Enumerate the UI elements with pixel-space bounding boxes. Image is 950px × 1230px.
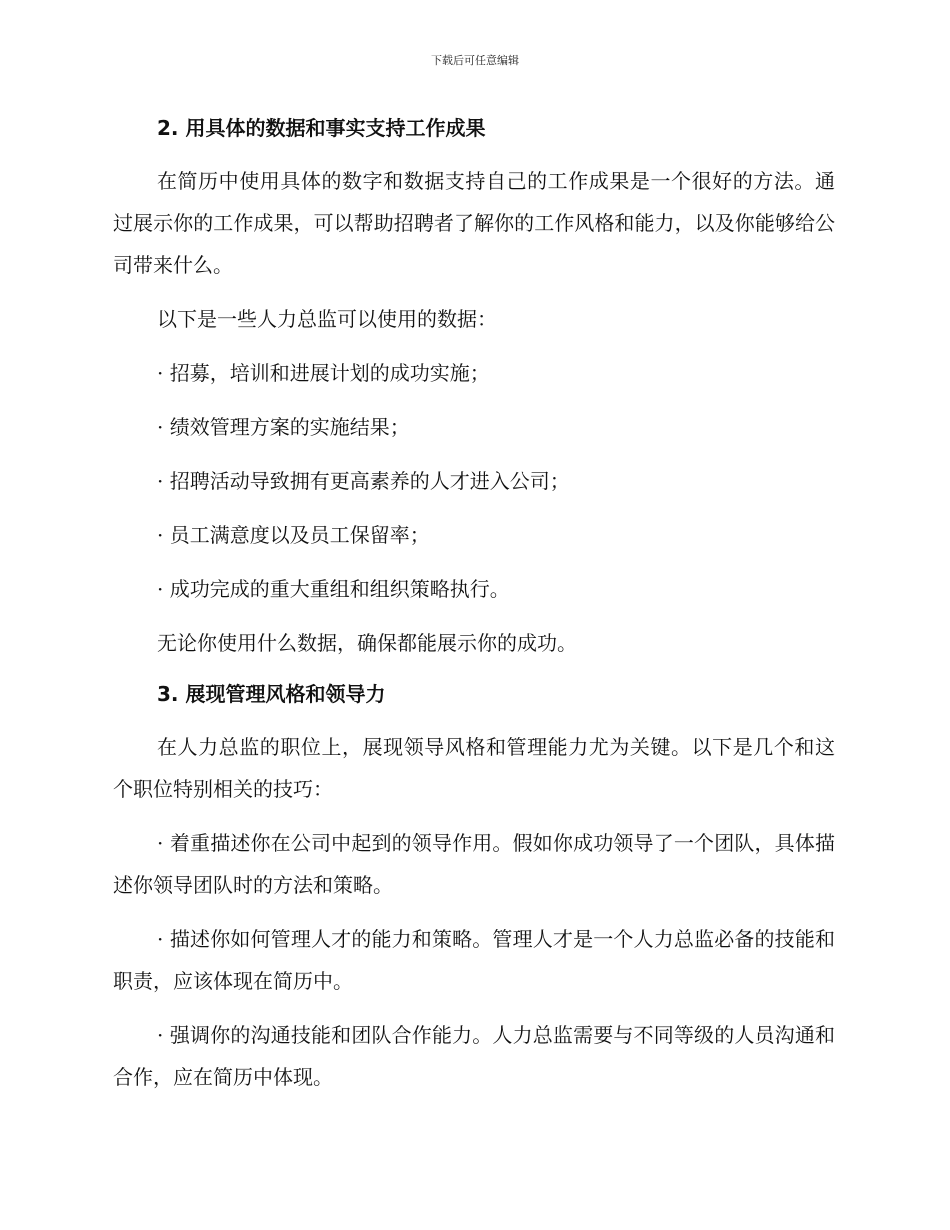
bullet-item: · 员工满意度以及员工保留率；: [157, 523, 430, 547]
section2-closing-text: 无论你使用什么数据，确保都能展示你的成功。: [157, 631, 577, 655]
section-heading-leadership: 3. 展现管理风格和领导力: [157, 682, 386, 706]
bullet-item: · 招聘活动导致拥有更高素养的人才进入公司；: [157, 469, 570, 493]
bullet-item: · 着重描述你在公司中起到的领导作用。假如你成功领导了一个团队，具体描述你领导团队时的方法和策略。: [113, 831, 835, 897]
bullet-item: · 招募，培训和进展计划的成功实施；: [157, 361, 490, 385]
bullet-item: · 绩效管理方案的实施结果；: [157, 415, 410, 439]
bullet-item: · 描述你如何管理人才的能力和策略。管理人才是一个人力总监必备的技能和职责，应该体现在简历中。: [113, 927, 835, 993]
section2-intro-paragraph: 在简历中使用具体的数字和数据支持自己的工作成果是一个很好的方法。通过展示你的工作成果，可以帮助招聘者了解你的工作风格和能力，以及你能够给公司带来什么。: [113, 169, 835, 277]
section2-lead-text: 以下是一些人力总监可以使用的数据：: [157, 307, 497, 331]
document-body: [113, 110, 835, 1110]
section-heading-data-facts: 2. 用具体的数据和事实支持工作成果: [157, 116, 486, 140]
page-header: 下载后可任意编辑: [431, 54, 519, 67]
bullet-item: · 成功完成的重大重组和组织策略执行。: [157, 577, 510, 601]
bullet-item: · 强调你的沟通技能和团队合作能力。人力总监需要与不同等级的人员沟通和合作，应在简历中体现。: [113, 1023, 835, 1089]
section3-intro-paragraph: 在人力总监的职位上，展现领导风格和管理能力尤为关键。以下是几个和这个职位特别相关的技巧：: [113, 735, 835, 801]
